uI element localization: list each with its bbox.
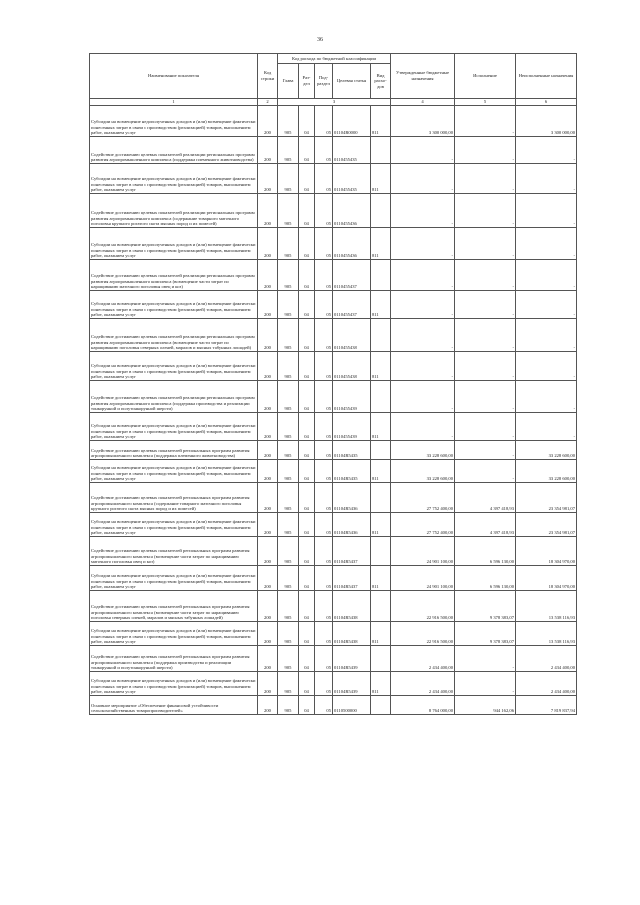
cell-glava: 905 bbox=[278, 672, 299, 696]
cell-expense-type: 811 bbox=[371, 228, 391, 260]
cell-approved: 22 916 500,00 bbox=[391, 622, 455, 646]
cell-article: 01104R5439 bbox=[333, 672, 371, 696]
cell-podrazdel: 05 bbox=[315, 106, 333, 137]
cell-article: 0110455438 bbox=[333, 319, 371, 352]
cell-podrazdel: 05 bbox=[315, 228, 333, 260]
cell-razdel: 04 bbox=[299, 513, 315, 537]
header-razdel: Раз-дел bbox=[299, 64, 315, 99]
cell-expense-type: 811 bbox=[371, 566, 391, 591]
cell-podrazdel: 05 bbox=[315, 566, 333, 591]
cell-execution: - bbox=[455, 106, 516, 137]
cell-code: 200 bbox=[258, 566, 278, 591]
cell-not-executed: 2 434 400,00 bbox=[516, 646, 577, 672]
cell-code: 200 bbox=[258, 460, 278, 483]
cell-razdel: 04 bbox=[299, 483, 315, 513]
header-approved: Утвержденные бюджетные назначения bbox=[391, 54, 455, 99]
cell-execution: - bbox=[455, 460, 516, 483]
cell-razdel: 04 bbox=[299, 381, 315, 413]
cell-expense-type bbox=[371, 381, 391, 413]
cell-execution: 6 596 130,00 bbox=[455, 566, 516, 591]
cell-expense-type bbox=[371, 260, 391, 291]
cell-name: Содействие достижению целевых показателей реализации региональных программ развития агропромышленного комплекса (поддержка производства и реализации тонкорунной и полутонкорунной шерсти) bbox=[90, 381, 258, 413]
cell-expense-type bbox=[371, 591, 391, 622]
cell-glava: 905 bbox=[278, 352, 299, 381]
cell-expense-type: 811 bbox=[371, 106, 391, 137]
cell-expense-type bbox=[371, 194, 391, 228]
col-number: 4 bbox=[391, 99, 455, 106]
cell-name: Субсидии на возмещение недополученных доходов и (или) возмещение фактически понесенных затрат в связи с производством (реализацией) товаров, выполнением работ, оказанием услуг bbox=[90, 164, 258, 194]
cell-not-executed: 33 228 600,00 bbox=[516, 460, 577, 483]
cell-approved: - bbox=[391, 319, 455, 352]
cell-code: 200 bbox=[258, 194, 278, 228]
cell-podrazdel: 05 bbox=[315, 441, 333, 460]
cell-glava: 905 bbox=[278, 460, 299, 483]
cell-glava: 905 bbox=[278, 483, 299, 513]
cell-approved: 24 901 100,00 bbox=[391, 537, 455, 566]
cell-glava: 905 bbox=[278, 137, 299, 164]
table-row bbox=[90, 696, 577, 715]
cell-execution: 6 596 130,00 bbox=[455, 537, 516, 566]
cell-expense-type bbox=[371, 537, 391, 566]
cell-razdel: 04 bbox=[299, 228, 315, 260]
cell-razdel: 04 bbox=[299, 137, 315, 164]
cell-code: 200 bbox=[258, 672, 278, 696]
cell-article: 0110455437 bbox=[333, 291, 371, 319]
header-podrazdel: Под-раздел bbox=[315, 64, 333, 99]
cell-glava: 905 bbox=[278, 696, 299, 715]
header-code-line: Код строки bbox=[258, 54, 278, 99]
cell-article: 0110455436 bbox=[333, 194, 371, 228]
cell-podrazdel: 05 bbox=[315, 537, 333, 566]
cell-expense-type: 811 bbox=[371, 460, 391, 483]
table-row bbox=[90, 291, 577, 319]
cell-razdel: 04 bbox=[299, 352, 315, 381]
cell-approved: 22 916 500,00 bbox=[391, 591, 455, 622]
cell-article: 01104R5438 bbox=[333, 591, 371, 622]
cell-not-executed: - bbox=[516, 228, 577, 260]
cell-not-executed: 18 304 970,00 bbox=[516, 537, 577, 566]
cell-approved: - bbox=[391, 194, 455, 228]
cell-article: 0110455435 bbox=[333, 137, 371, 164]
cell-code: 200 bbox=[258, 483, 278, 513]
cell-execution: - bbox=[455, 291, 516, 319]
table-row bbox=[90, 460, 577, 483]
cell-approved: - bbox=[391, 352, 455, 381]
cell-article: 01104R5439 bbox=[333, 646, 371, 672]
cell-article: 0110455439 bbox=[333, 413, 371, 441]
cell-not-executed: 7 819 837,94 bbox=[516, 696, 577, 715]
cell-name: Содействие достижению целевых показателей реализации региональных программ развития агропромышленного комплекса (возмещение части затрат по наращиванию маточного поголовья овец и коз) bbox=[90, 260, 258, 291]
cell-article: 01104R5435 bbox=[333, 441, 371, 460]
cell-code: 200 bbox=[258, 260, 278, 291]
header-budget-class: Код расхода по бюджетной классификации bbox=[278, 54, 391, 64]
table-row bbox=[90, 646, 577, 672]
cell-code: 200 bbox=[258, 696, 278, 715]
cell-approved: 24 901 100,00 bbox=[391, 566, 455, 591]
table-row bbox=[90, 260, 577, 291]
cell-name: Содействие достижению целевых показателей реализации региональных программ развития агропромышленного комплекса (содержание товарного маточного поголовья крупного рогатого скота мясных пород и их помесей) bbox=[90, 194, 258, 228]
cell-code: 200 bbox=[258, 352, 278, 381]
cell-name: Содействие достижению целевых показателей региональных программ развития агропромышленного комплекса (поддержка производства и реализации тонкорунной и полутонкорунной шерсти) bbox=[90, 646, 258, 672]
cell-execution: - bbox=[455, 260, 516, 291]
cell-expense-type bbox=[371, 696, 391, 715]
cell-approved: - bbox=[391, 381, 455, 413]
cell-name: Субсидии на возмещение недополученных доходов и (или) возмещение фактически понесенных затрат в связи с производством (реализацией) товаров, выполнением работ, оказанием услуг bbox=[90, 513, 258, 537]
cell-not-executed: - bbox=[516, 319, 577, 352]
cell-razdel: 04 bbox=[299, 441, 315, 460]
cell-code: 200 bbox=[258, 319, 278, 352]
cell-execution: - bbox=[455, 646, 516, 672]
cell-not-executed: 3 300 000,00 bbox=[516, 106, 577, 137]
cell-razdel: 04 bbox=[299, 591, 315, 622]
cell-approved: 33 228 600,00 bbox=[391, 441, 455, 460]
table-body bbox=[90, 106, 577, 715]
cell-podrazdel: 05 bbox=[315, 260, 333, 291]
table-row bbox=[90, 319, 577, 352]
table-row bbox=[90, 483, 577, 513]
cell-article: 0110500000 bbox=[333, 696, 371, 715]
table-row bbox=[90, 566, 577, 591]
cell-approved: 8 764 000,00 bbox=[391, 696, 455, 715]
cell-not-executed: - bbox=[516, 164, 577, 194]
cell-expense-type: 811 bbox=[371, 413, 391, 441]
cell-glava: 905 bbox=[278, 106, 299, 137]
cell-razdel: 04 bbox=[299, 319, 315, 352]
cell-not-executed: 23 354 981,07 bbox=[516, 513, 577, 537]
cell-razdel: 04 bbox=[299, 672, 315, 696]
cell-code: 200 bbox=[258, 622, 278, 646]
col-number: 5 bbox=[455, 99, 516, 106]
page-number: 36 bbox=[317, 37, 323, 43]
cell-expense-type bbox=[371, 441, 391, 460]
cell-glava: 905 bbox=[278, 591, 299, 622]
cell-glava: 905 bbox=[278, 319, 299, 352]
cell-article: 0110455438 bbox=[333, 352, 371, 381]
cell-not-executed: - bbox=[516, 137, 577, 164]
cell-podrazdel: 05 bbox=[315, 194, 333, 228]
table-row bbox=[90, 537, 577, 566]
cell-code: 200 bbox=[258, 441, 278, 460]
cell-code: 200 bbox=[258, 106, 278, 137]
cell-approved: 2 434 400,00 bbox=[391, 646, 455, 672]
cell-not-executed: 2 434 400,00 bbox=[516, 672, 577, 696]
cell-name: Содействие достижению целевых показателей региональных программ развития агропромышленного комплекса (поддержка племенного животноводства) bbox=[90, 441, 258, 460]
cell-approved: - bbox=[391, 228, 455, 260]
budget-execution-table bbox=[89, 53, 577, 715]
cell-podrazdel: 05 bbox=[315, 483, 333, 513]
cell-name: Субсидии на возмещение недополученных доходов и (или) возмещение фактически понесенных затрат в связи с производством (реализацией) товаров, выполнением работ, оказанием услуг bbox=[90, 228, 258, 260]
cell-razdel: 04 bbox=[299, 260, 315, 291]
table-row bbox=[90, 622, 577, 646]
cell-expense-type: 811 bbox=[371, 352, 391, 381]
header-expense-type: Вид расхо-дов bbox=[371, 64, 391, 99]
cell-glava: 905 bbox=[278, 381, 299, 413]
cell-execution: - bbox=[455, 319, 516, 352]
cell-code: 200 bbox=[258, 381, 278, 413]
cell-expense-type: 811 bbox=[371, 622, 391, 646]
cell-code: 200 bbox=[258, 413, 278, 441]
col-number: 6 bbox=[516, 99, 577, 106]
cell-execution: - bbox=[455, 137, 516, 164]
table-row bbox=[90, 164, 577, 194]
cell-code: 200 bbox=[258, 646, 278, 672]
cell-glava: 905 bbox=[278, 566, 299, 591]
cell-article: 0110455436 bbox=[333, 228, 371, 260]
cell-expense-type bbox=[371, 483, 391, 513]
table-row bbox=[90, 672, 577, 696]
cell-name: Субсидии на возмещение недополученных доходов и (или) возмещение фактически понесенных затрат в связи с производством (реализацией) товаров, выполнением работ, оказанием услуг bbox=[90, 106, 258, 137]
cell-article: 01104R5437 bbox=[333, 566, 371, 591]
cell-not-executed: 18 304 970,00 bbox=[516, 566, 577, 591]
table-row bbox=[90, 137, 577, 164]
cell-podrazdel: 05 bbox=[315, 591, 333, 622]
cell-not-executed: - bbox=[516, 260, 577, 291]
cell-glava: 905 bbox=[278, 164, 299, 194]
cell-approved: - bbox=[391, 164, 455, 194]
cell-not-executed: 33 228 600,00 bbox=[516, 441, 577, 460]
cell-podrazdel: 05 bbox=[315, 381, 333, 413]
cell-execution: 4 397 418,93 bbox=[455, 513, 516, 537]
cell-article: 01104R0000 bbox=[333, 106, 371, 137]
cell-podrazdel: 05 bbox=[315, 646, 333, 672]
cell-article: 01104R5438 bbox=[333, 622, 371, 646]
cell-approved: 2 434 400,00 bbox=[391, 672, 455, 696]
table-row bbox=[90, 381, 577, 413]
cell-approved: 27 752 400,00 bbox=[391, 513, 455, 537]
cell-article: 0110455435 bbox=[333, 164, 371, 194]
table-row bbox=[90, 513, 577, 537]
col-number: 2 bbox=[258, 99, 278, 106]
cell-glava: 905 bbox=[278, 513, 299, 537]
table-row bbox=[90, 413, 577, 441]
cell-podrazdel: 05 bbox=[315, 413, 333, 441]
cell-execution: - bbox=[455, 228, 516, 260]
cell-podrazdel: 05 bbox=[315, 460, 333, 483]
cell-execution: 4 397 418,93 bbox=[455, 483, 516, 513]
cell-execution: - bbox=[455, 164, 516, 194]
cell-article: 01104R5435 bbox=[333, 460, 371, 483]
cell-glava: 905 bbox=[278, 194, 299, 228]
col-number: 1 bbox=[90, 99, 258, 106]
table-row bbox=[90, 441, 577, 460]
cell-not-executed: 13 538 116,93 bbox=[516, 591, 577, 622]
cell-razdel: 04 bbox=[299, 106, 315, 137]
cell-name: Субсидии на возмещение недополученных доходов и (или) возмещение фактически понесенных затрат в связи с производством (реализацией) товаров, выполнением работ, оказанием услуг bbox=[90, 566, 258, 591]
table-row bbox=[90, 228, 577, 260]
cell-glava: 905 bbox=[278, 537, 299, 566]
cell-razdel: 04 bbox=[299, 164, 315, 194]
header-name: Наименование показателя bbox=[90, 54, 258, 99]
cell-razdel: 04 bbox=[299, 646, 315, 672]
cell-code: 200 bbox=[258, 591, 278, 622]
cell-name: Содействие достижению целевых показателей региональных программ развития агропромышленного комплекса (возмещение части затрат по наращиванию маточного поголовья овец и коз) bbox=[90, 537, 258, 566]
cell-approved: - bbox=[391, 413, 455, 441]
cell-article: 01104R5437 bbox=[333, 537, 371, 566]
cell-expense-type: 811 bbox=[371, 513, 391, 537]
cell-name: Содействие достижению целевых показателей реализации региональных программ развития агропромышленного комплекса (поддержка племенного животноводства) bbox=[90, 137, 258, 164]
table-row bbox=[90, 194, 577, 228]
cell-name: Содействие достижению целевых показателей реализации региональных программ развития агропромышленного комплекса (возмещение части затрат по наращиванию поголовья северных оленей, маралов и мясных табунных лошадей) bbox=[90, 319, 258, 352]
cell-not-executed: 13 538 116,93 bbox=[516, 622, 577, 646]
cell-execution: - bbox=[455, 381, 516, 413]
cell-not-executed: - bbox=[516, 381, 577, 413]
cell-code: 200 bbox=[258, 228, 278, 260]
cell-name: Субсидии на возмещение недополученных доходов и (или) возмещение фактически понесенных затрат в связи с производством (реализацией) товаров, выполнением работ, оказанием услуг bbox=[90, 291, 258, 319]
cell-execution: 9 378 383,07 bbox=[455, 622, 516, 646]
cell-podrazdel: 05 bbox=[315, 319, 333, 352]
cell-approved: 33 228 600,00 bbox=[391, 460, 455, 483]
cell-podrazdel: 05 bbox=[315, 352, 333, 381]
cell-article: 01104R5436 bbox=[333, 483, 371, 513]
cell-podrazdel: 05 bbox=[315, 696, 333, 715]
cell-approved: - bbox=[391, 260, 455, 291]
cell-expense-type bbox=[371, 137, 391, 164]
cell-not-executed: - bbox=[516, 413, 577, 441]
cell-execution: - bbox=[455, 441, 516, 460]
header-not-executed: Неисполненные назначения bbox=[516, 54, 577, 99]
cell-article: 0110455437 bbox=[333, 260, 371, 291]
cell-execution: - bbox=[455, 194, 516, 228]
header-execution: Исполнение bbox=[455, 54, 516, 99]
cell-expense-type: 811 bbox=[371, 164, 391, 194]
table-row bbox=[90, 352, 577, 381]
cell-code: 200 bbox=[258, 291, 278, 319]
cell-expense-type bbox=[371, 646, 391, 672]
cell-expense-type bbox=[371, 319, 391, 352]
header-glava: Глава bbox=[278, 64, 299, 99]
cell-name: Содействие достижению целевых показателей региональных программ развития агропромышленного комплекса (содержание товарного маточного поголовья крупного рогатого скота мясных пород и их помесей) bbox=[90, 483, 258, 513]
cell-podrazdel: 05 bbox=[315, 164, 333, 194]
col-number: 3 bbox=[278, 99, 391, 106]
cell-execution: - bbox=[455, 413, 516, 441]
cell-podrazdel: 05 bbox=[315, 672, 333, 696]
cell-article: 0110455439 bbox=[333, 381, 371, 413]
cell-approved: - bbox=[391, 137, 455, 164]
cell-code: 200 bbox=[258, 164, 278, 194]
cell-glava: 905 bbox=[278, 291, 299, 319]
cell-not-executed: - bbox=[516, 194, 577, 228]
cell-not-executed: 23 354 981,07 bbox=[516, 483, 577, 513]
cell-code: 200 bbox=[258, 513, 278, 537]
cell-not-executed: - bbox=[516, 291, 577, 319]
cell-podrazdel: 05 bbox=[315, 513, 333, 537]
table-row bbox=[90, 106, 577, 137]
cell-name: Субсидии на возмещение недополученных доходов и (или) возмещение фактически понесенных затрат в связи с производством (реализацией) товаров, выполнением работ, оказанием услуг bbox=[90, 352, 258, 381]
cell-razdel: 04 bbox=[299, 566, 315, 591]
cell-glava: 905 bbox=[278, 260, 299, 291]
cell-execution: - bbox=[455, 352, 516, 381]
table-row bbox=[90, 591, 577, 622]
cell-glava: 905 bbox=[278, 413, 299, 441]
cell-glava: 905 bbox=[278, 622, 299, 646]
cell-glava: 905 bbox=[278, 646, 299, 672]
cell-razdel: 04 bbox=[299, 696, 315, 715]
cell-code: 200 bbox=[258, 137, 278, 164]
cell-execution: 944 162,06 bbox=[455, 696, 516, 715]
header-target-article: Целевая статья bbox=[333, 64, 371, 99]
cell-approved: - bbox=[391, 291, 455, 319]
cell-name: Содействие достижению целевых показателей региональных программ развития агропромышленного комплекса (возмещение части затрат по наращиванию поголовья северных оленей, маралов и мясных табунных лошадей) bbox=[90, 591, 258, 622]
cell-approved: 3 300 000,00 bbox=[391, 106, 455, 137]
cell-podrazdel: 05 bbox=[315, 137, 333, 164]
cell-podrazdel: 05 bbox=[315, 291, 333, 319]
cell-name: Основное мероприятие «Обеспечение финансовой устойчивости сельскохозяйственных товаропроизводителей» bbox=[90, 696, 258, 715]
cell-glava: 905 bbox=[278, 228, 299, 260]
cell-code: 200 bbox=[258, 537, 278, 566]
cell-expense-type: 811 bbox=[371, 672, 391, 696]
cell-razdel: 04 bbox=[299, 537, 315, 566]
cell-article: 01104R5436 bbox=[333, 513, 371, 537]
cell-approved: 27 752 400,00 bbox=[391, 483, 455, 513]
cell-glava: 905 bbox=[278, 441, 299, 460]
cell-expense-type: 811 bbox=[371, 291, 391, 319]
cell-razdel: 04 bbox=[299, 413, 315, 441]
cell-name: Субсидии на возмещение недополученных доходов и (или) возмещение фактически понесенных затрат в связи с производством (реализацией) товаров, выполнением работ, оказанием услуг bbox=[90, 672, 258, 696]
cell-not-executed: - bbox=[516, 352, 577, 381]
cell-name: Субсидии на возмещение недополученных доходов и (или) возмещение фактически понесенных затрат в связи с производством (реализацией) товаров, выполнением работ, оказанием услуг bbox=[90, 413, 258, 441]
cell-name: Субсидии на возмещение недополученных доходов и (или) возмещение фактически понесенных затрат в связи с производством (реализацией) товаров, выполнением работ, оказанием услуг bbox=[90, 460, 258, 483]
cell-execution: 9 378 383,07 bbox=[455, 591, 516, 622]
cell-razdel: 04 bbox=[299, 194, 315, 228]
cell-name: Субсидии на возмещение недополученных доходов и (или) возмещение фактически понесенных затрат в связи с производством (реализацией) товаров, выполнением работ, оказанием услуг bbox=[90, 622, 258, 646]
cell-razdel: 04 bbox=[299, 622, 315, 646]
cell-razdel: 04 bbox=[299, 291, 315, 319]
cell-podrazdel: 05 bbox=[315, 622, 333, 646]
cell-execution: - bbox=[455, 672, 516, 696]
cell-razdel: 04 bbox=[299, 460, 315, 483]
